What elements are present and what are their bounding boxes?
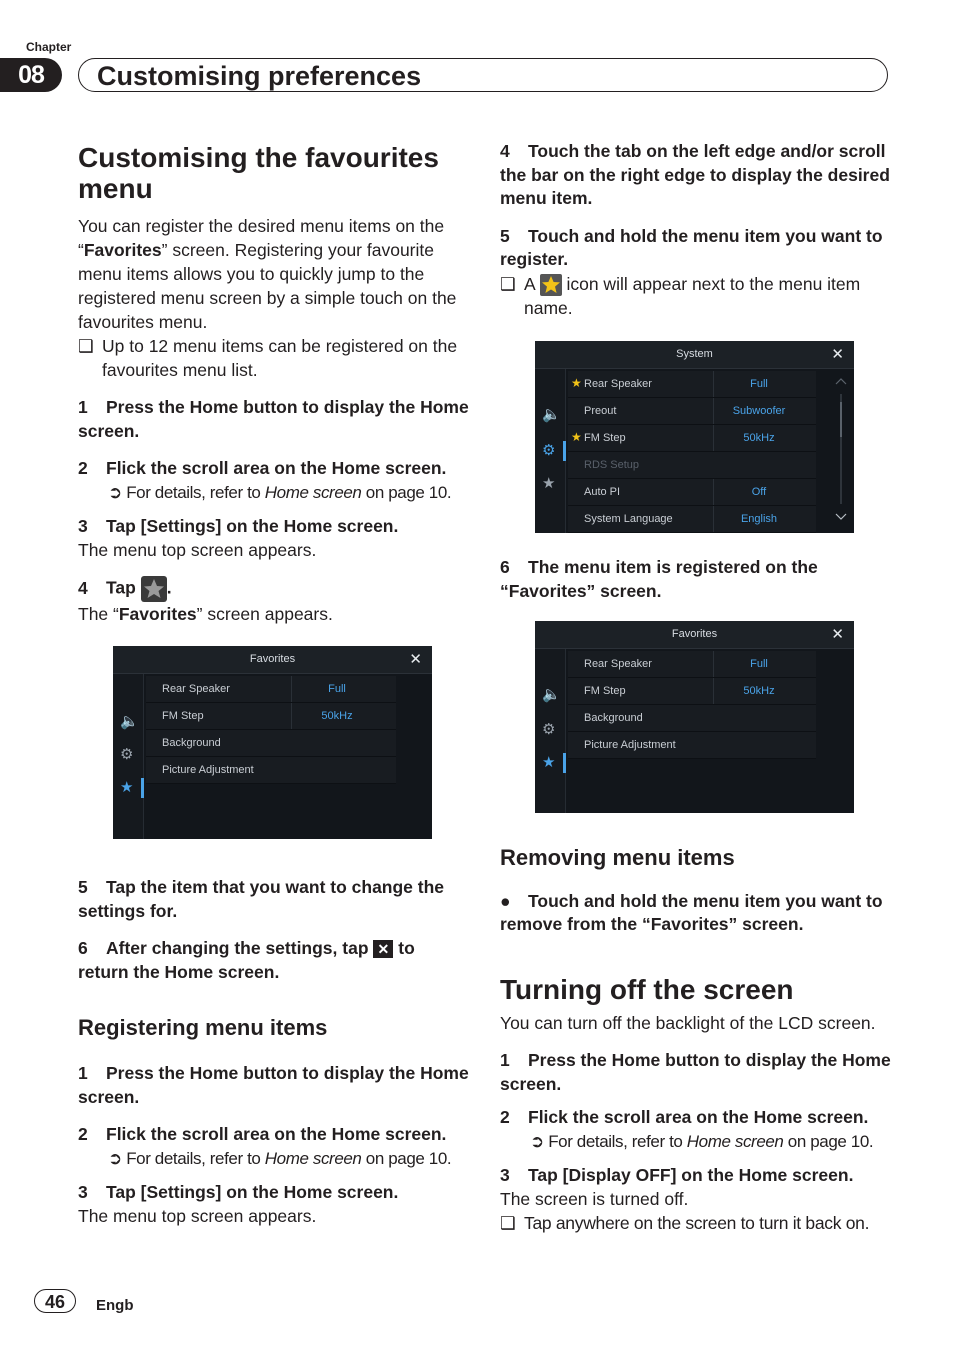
favorite-tab-icon: ★ (120, 779, 134, 796)
list-item: Background (146, 730, 396, 757)
page-reference: ➲ For details, refer to Home screen on page 10. (530, 1131, 874, 1151)
section-title-removing: Removing menu items (500, 845, 735, 870)
close-icon: ✕ (409, 651, 422, 668)
close-icon: ✕ (831, 346, 844, 363)
list-item: FM Step 50kHz (146, 703, 396, 730)
step-4-right: 4 Touch the tab on the left edge and/or scroll the bar on the right edge to display the desired menu item. (500, 141, 890, 208)
list-item: System Language English (568, 506, 816, 533)
gear-icon: ⚙ (120, 746, 134, 763)
favourites-intro: You can register the desired menu items on the “Favorites” screen. Registering your favourite menu items allows you to quickly jump to the registered menu screen by a simple touch on the favourites menu. (78, 216, 457, 332)
step-4-result: The “Favorites” screen appears. (78, 604, 333, 624)
page-reference: ➲ For details, refer to Home screen on page 10. (108, 1148, 452, 1168)
step-6-right: 6 The menu item is registered on the “Favorites” screen. (500, 557, 818, 601)
reg-step-1: 1 Press the Home button to display the Home screen. (78, 1063, 469, 1107)
list-item: Rear Speaker Full (568, 651, 816, 678)
list-item: Preout Subwoofer (568, 398, 816, 425)
step-1: 1 Press the Home button to display the Home screen. (78, 397, 469, 441)
checkbox-icon: ❑ (500, 1213, 516, 1233)
off-step-1: 1 Press the Home button to display the Home screen. (500, 1050, 891, 1094)
reg-step-3: 3 Tap [Settings] on the Home screen. (78, 1181, 399, 1202)
screen-title: System (535, 341, 854, 369)
list-item: Picture Adjustment (568, 732, 816, 759)
system-screenshot (535, 341, 854, 533)
language-code: Engb (96, 1297, 134, 1314)
step-3-result: The menu top screen appears. (78, 540, 317, 560)
section-title-turning-off: Turning off the screen (500, 974, 794, 1005)
speaker-icon: 🔈 (120, 713, 139, 730)
bullet-icon: ● (500, 890, 511, 911)
note: ❑ Up to 12 menu items can be registered on the favourites menu list. (78, 336, 458, 380)
scrollbar (834, 374, 848, 525)
list-item: Rear Speaker Full (146, 676, 396, 703)
reg-step-3-result: The menu top screen appears. (78, 1206, 317, 1226)
reference-arrow-icon: ➲ (108, 482, 122, 502)
close-icon: ✕ (373, 940, 393, 958)
screen-title: Favorites (113, 646, 432, 674)
checkbox-icon: ❑ (500, 273, 516, 294)
list-item: Background (568, 705, 816, 732)
reg-step-2: 2 Flick the scroll area on the Home screen. (78, 1124, 447, 1144)
list-item: ★ Rear Speaker Full (568, 371, 816, 398)
off-step-2: 2 Flick the scroll area on the Home screen. (500, 1107, 869, 1127)
star-icon: ★ (571, 430, 582, 444)
right-column-lower (500, 844, 892, 1235)
section-title-favourites: Customising the favourites menu (78, 142, 439, 204)
step-2: 2 Flick the scroll area on the Home screen. (78, 458, 447, 478)
selected-tab-indicator (563, 441, 566, 461)
chapter-number: 08 (0, 58, 62, 92)
step-4: 4 Tap . (78, 576, 470, 602)
chapter-title: Customising preferences (97, 61, 422, 91)
page-reference: ➲ For details, refer to Home screen on page 10. (108, 482, 452, 502)
reference-arrow-icon: ➲ (108, 1148, 122, 1168)
star-icon (540, 274, 562, 296)
note: ❑ A icon will appear next to the menu item name. (500, 273, 861, 318)
selected-tab-indicator (141, 778, 144, 798)
list-item: Auto PI Off (568, 479, 816, 506)
step-5: 5 Tap the item that you want to change the settings for. (78, 877, 445, 921)
favorites-screenshot (113, 646, 432, 839)
speaker-icon: 🔈 (542, 406, 561, 423)
close-icon: ✕ (831, 626, 844, 643)
right-column (500, 140, 892, 320)
star-icon: ★ (571, 376, 582, 390)
speaker-icon: 🔈 (542, 686, 561, 703)
turning-off-intro: You can turn off the backlight of the LCD screen. (500, 1013, 876, 1033)
step-3: 3 Tap [Settings] on the Home screen. (78, 515, 399, 536)
left-column (78, 140, 470, 626)
list-item: Picture Adjustment (146, 757, 396, 784)
gear-icon: ⚙ (542, 721, 556, 738)
gear-icon: ⚙ (542, 442, 556, 459)
reference-arrow-icon: ➲ (530, 1131, 544, 1151)
left-column-lower (78, 876, 470, 1228)
note: ❑ Tap anywhere on the screen to turn it back on. (500, 1213, 870, 1233)
off-step-3: 3 Tap [Display OFF] on the Home screen. (500, 1164, 854, 1185)
favorite-tab-icon: ★ (542, 754, 556, 771)
step-5-right: 5 Touch and hold the menu item you want to register. (500, 225, 883, 269)
checkbox-icon: ❑ (78, 336, 94, 356)
screen-title: Favorites (535, 621, 854, 649)
remove-instruction: ● Touch and hold the menu item you want to remove from the “Favorites” screen. (500, 890, 883, 934)
page-number: 46 (34, 1289, 76, 1313)
list-item: RDS Setup (568, 452, 816, 479)
off-step-3-result: The screen is turned off. (500, 1189, 689, 1209)
selected-tab-indicator (563, 753, 566, 773)
right-column-mid (500, 556, 892, 603)
section-title-registering: Registering menu items (78, 1015, 328, 1040)
list-item: ★ FM Step 50kHz (568, 425, 816, 452)
step-6: 6 After changing the settings, tap ✕ to return the Home screen. (78, 938, 415, 982)
favorite-tab-icon: ★ (542, 475, 556, 492)
list-item: FM Step 50kHz (568, 678, 816, 705)
chapter-label: Chapter (26, 40, 72, 54)
favorites-registered-screenshot (535, 621, 854, 813)
star-icon (141, 576, 167, 602)
